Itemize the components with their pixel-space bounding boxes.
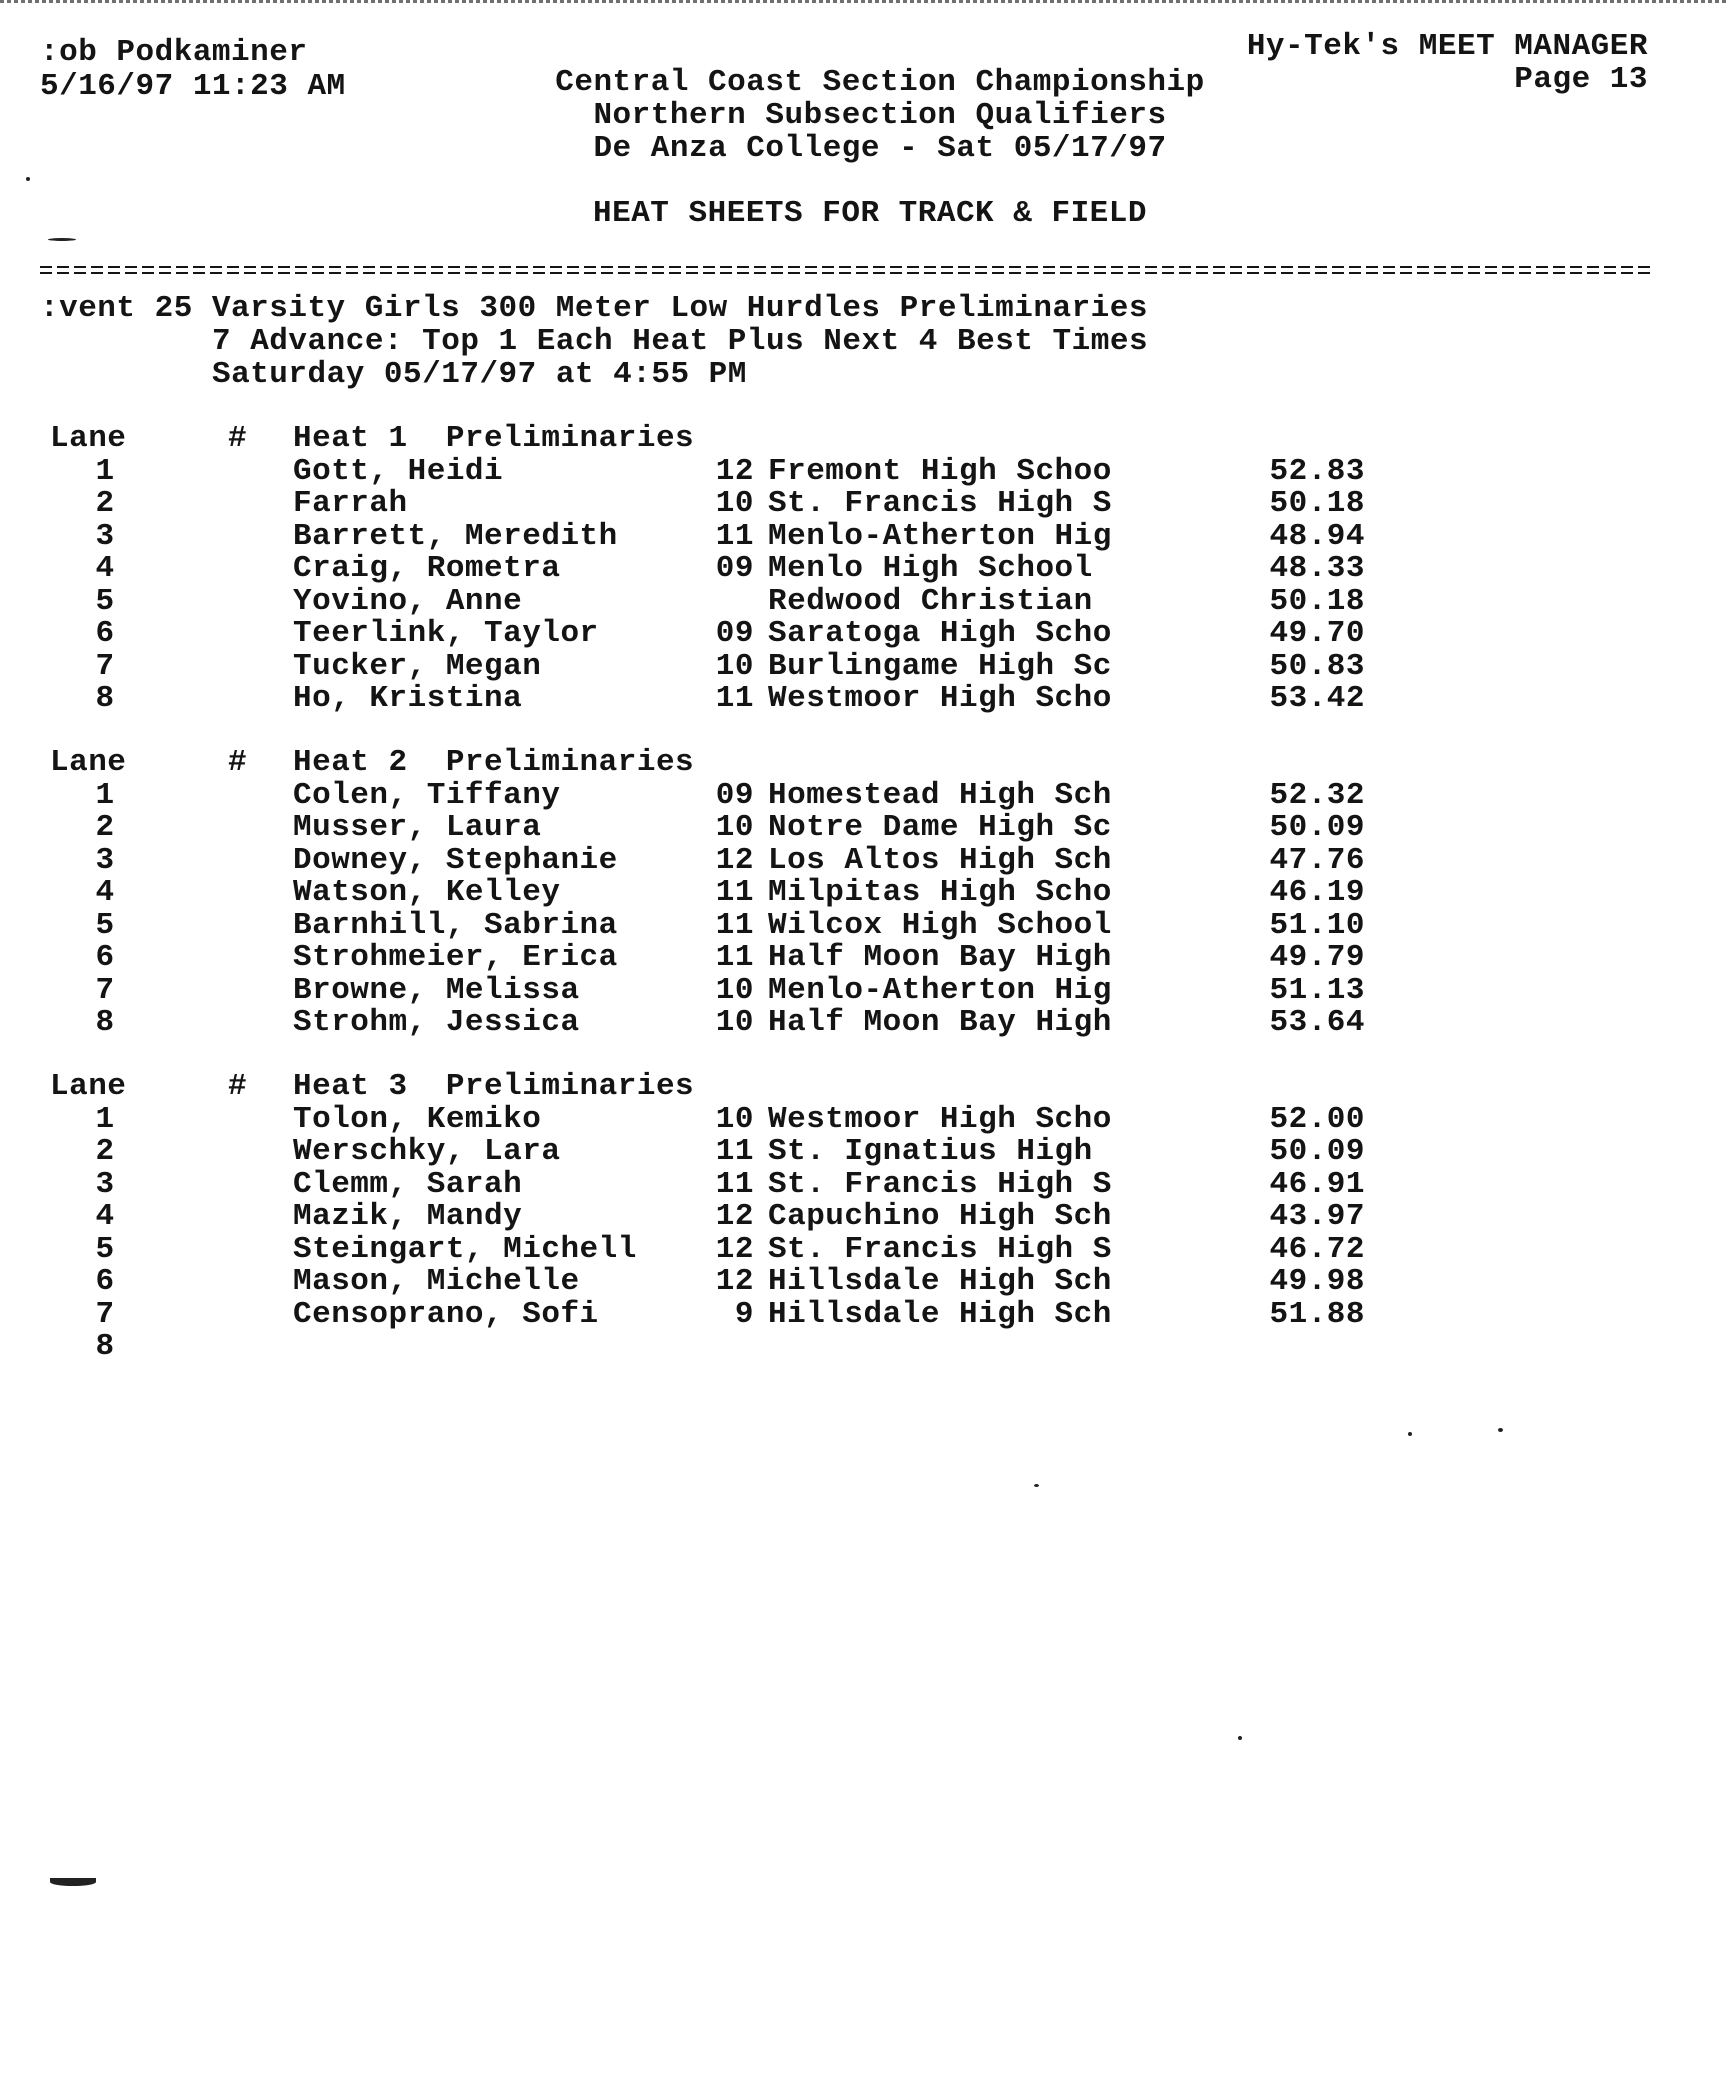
year: 09 [715, 616, 754, 651]
lane: 5 [95, 583, 115, 619]
school: Homestead High Sch [768, 777, 1112, 813]
seed-time: 43.97 [1269, 1199, 1365, 1234]
table-row [0, 842, 1728, 878]
lane: 8 [95, 1329, 115, 1364]
table-row [0, 618, 1728, 651]
school: St. Francis High S [768, 1166, 1112, 1202]
table-row [0, 1166, 1728, 1202]
school: Los Altos High Sch [768, 842, 1112, 878]
seed-time: 48.94 [1269, 518, 1365, 554]
lane: 8 [95, 1005, 115, 1040]
school: Menlo High School [768, 551, 1093, 586]
lane: 6 [95, 1264, 115, 1299]
heat-1 [0, 423, 1728, 716]
heat-2 [0, 747, 1728, 1040]
athlete-name: Teerlink, Taylor [293, 616, 599, 651]
event-title: :vent 25 Varsity Girls 300 Meter Low Hurdles Preliminaries [40, 291, 1148, 326]
year: 11 [715, 940, 754, 975]
year: 11 [715, 1134, 754, 1169]
school: St. Francis High S [768, 486, 1112, 521]
year: 10 [715, 1101, 754, 1137]
lane: 2 [95, 810, 115, 845]
school: Westmoor High Scho [768, 1101, 1112, 1137]
lane: 3 [95, 518, 115, 554]
seed-time: 49.70 [1269, 616, 1365, 651]
seed-time: 50.09 [1269, 810, 1365, 845]
table-row [0, 518, 1728, 554]
lane-column-header: Lane [50, 421, 127, 456]
athlete-name: Mason, Michelle [293, 1264, 580, 1299]
number-column-header: # [228, 1069, 248, 1104]
athlete-name: Clemm, Sarah [293, 1166, 523, 1202]
year: 11 [715, 1166, 754, 1202]
athlete-name: Strohmeier, Erica [293, 940, 618, 975]
top-scan-rule [0, 0, 1728, 3]
year: 11 [715, 875, 754, 910]
athlete-name: Werschky, Lara [293, 1134, 561, 1169]
seed-time: 50.09 [1269, 1134, 1365, 1169]
lane: 2 [95, 486, 115, 521]
table-row [0, 1101, 1728, 1137]
page-number: Page 13 [1514, 62, 1648, 97]
athlete-name: Barrett, Meredith [293, 518, 618, 554]
athlete-name: Ho, Kristina [293, 681, 523, 716]
table-row [0, 877, 1728, 910]
athlete-name: Tucker, Megan [293, 648, 542, 684]
scan-speck [1034, 1484, 1039, 1487]
lane: 7 [95, 648, 115, 684]
print-timestamp: 5/16/97 11:23 AM [40, 69, 346, 104]
athlete-name: Craig, Rometra [293, 551, 561, 586]
table-row [0, 553, 1728, 586]
table-row [0, 1007, 1728, 1040]
seed-time: 53.64 [1269, 1005, 1365, 1040]
school: Menlo-Atherton Hig [768, 972, 1112, 1008]
table-row [0, 1331, 1728, 1364]
meet-subtitle: Northern Subsection Qualifiers [593, 98, 1167, 133]
seed-time: 49.79 [1269, 940, 1365, 975]
lane: 4 [95, 1199, 115, 1234]
lane: 4 [95, 551, 115, 586]
lane: 2 [95, 1134, 115, 1169]
table-row [0, 812, 1728, 845]
lane: 6 [95, 940, 115, 975]
lane: 7 [95, 972, 115, 1008]
athlete-name: Barnhill, Sabrina [293, 907, 618, 943]
athlete-name: Musser, Laura [293, 810, 542, 845]
school: Half Moon Bay High [768, 1005, 1112, 1040]
seed-time: 51.88 [1269, 1296, 1365, 1332]
scan-speck [50, 1878, 96, 1886]
school: Hillsdale High Sch [768, 1264, 1112, 1299]
school: Menlo-Atherton Hig [768, 518, 1112, 554]
athlete-name: Watson, Kelley [293, 875, 561, 910]
athlete-name: Tolon, Kemiko [293, 1101, 542, 1137]
lane: 1 [95, 453, 115, 489]
lane-column-header: Lane [50, 1069, 127, 1104]
athlete-name: Strohm, Jessica [293, 1005, 580, 1040]
table-row [0, 1266, 1728, 1299]
seed-time: 50.18 [1269, 486, 1365, 521]
event-advance-rule: 7 Advance: Top 1 Each Heat Plus Next 4 Best Times [212, 324, 1149, 359]
year: 12 [715, 453, 754, 489]
author-name: :ob Podkaminer [40, 35, 308, 70]
year: 10 [715, 810, 754, 845]
table-row [0, 648, 1728, 684]
seed-time: 47.76 [1269, 842, 1365, 878]
school: Wilcox High School [768, 907, 1112, 943]
seed-time: 51.13 [1269, 972, 1365, 1008]
year: 09 [715, 551, 754, 586]
athlete-name: Colen, Tiffany [293, 777, 561, 813]
athlete-name: Censoprano, Sofi [293, 1296, 599, 1332]
year: 10 [715, 648, 754, 684]
table-row [0, 488, 1728, 521]
seed-time: 50.83 [1269, 648, 1365, 684]
table-row [0, 1231, 1728, 1267]
school: Notre Dame High Sc [768, 810, 1112, 845]
sheet-title: HEAT SHEETS FOR TRACK & FIELD [593, 196, 1147, 231]
table-row [0, 907, 1728, 943]
seed-time: 52.83 [1269, 453, 1365, 489]
school: Fremont High Schoo [768, 453, 1112, 489]
seed-time: 50.18 [1269, 583, 1365, 619]
seed-time: 49.98 [1269, 1264, 1365, 1299]
heat-3 [0, 1071, 1728, 1364]
table-row [0, 683, 1728, 716]
athlete-name: Farrah [293, 486, 408, 521]
meet-title: Central Coast Section Championship [555, 65, 1205, 100]
school: Capuchino High Sch [768, 1199, 1112, 1234]
year: 12 [715, 1231, 754, 1267]
scan-speck [1408, 1432, 1412, 1436]
number-column-header: # [228, 421, 248, 456]
lane: 3 [95, 1166, 115, 1202]
number-column-header: # [228, 745, 248, 780]
athlete-name: Browne, Melissa [293, 972, 580, 1008]
athlete-name: Steingart, Michell [293, 1231, 637, 1267]
heat-header [0, 747, 1728, 780]
seed-time: 46.72 [1269, 1231, 1365, 1267]
school: St. Ignatius High [768, 1134, 1093, 1169]
lane: 5 [95, 1231, 115, 1267]
year: 12 [715, 842, 754, 878]
seed-time: 53.42 [1269, 681, 1365, 716]
athlete-name: Mazik, Mandy [293, 1199, 523, 1234]
lane: 1 [95, 777, 115, 813]
scan-speck [26, 177, 30, 181]
table-row [0, 1201, 1728, 1234]
seed-time: 52.00 [1269, 1101, 1365, 1137]
athlete-name: Gott, Heidi [293, 453, 504, 489]
lane: 6 [95, 616, 115, 651]
lane: 5 [95, 907, 115, 943]
heat-header [0, 423, 1728, 456]
school: Hillsdale High Sch [768, 1296, 1112, 1332]
scan-speck [1238, 1736, 1242, 1740]
year: 10 [715, 1005, 754, 1040]
year: 11 [715, 681, 754, 716]
school: St. Francis High S [768, 1231, 1112, 1267]
year: 9 [734, 1296, 754, 1332]
year: 12 [715, 1199, 754, 1234]
school: Burlingame High Sc [768, 648, 1112, 684]
table-row [0, 1136, 1728, 1169]
athlete-name: Downey, Stephanie [293, 842, 618, 878]
year: 11 [715, 518, 754, 554]
table-row [0, 972, 1728, 1008]
double-rule-divider [40, 266, 1652, 276]
athlete-name: Yovino, Anne [293, 583, 523, 619]
table-row [0, 1296, 1728, 1332]
event-schedule: Saturday 05/17/97 at 4:55 PM [212, 357, 747, 392]
seed-time: 48.33 [1269, 551, 1365, 586]
year: 11 [715, 907, 754, 943]
seed-time: 46.19 [1269, 875, 1365, 910]
school: Westmoor High Scho [768, 681, 1112, 716]
table-row [0, 777, 1728, 813]
year: 09 [715, 777, 754, 813]
seed-time: 52.32 [1269, 777, 1365, 813]
lane-column-header: Lane [50, 745, 127, 780]
lane: 7 [95, 1296, 115, 1332]
venue-date: De Anza College - Sat 05/17/97 [593, 131, 1167, 166]
school: Redwood Christian [768, 583, 1093, 619]
lane: 4 [95, 875, 115, 910]
school: Saratoga High Scho [768, 616, 1112, 651]
school: Half Moon Bay High [768, 940, 1112, 975]
heat-label: Heat 1 Preliminaries [293, 421, 695, 456]
table-row [0, 583, 1728, 619]
year: 12 [715, 1264, 754, 1299]
seed-time: 51.10 [1269, 907, 1365, 943]
year: 10 [715, 486, 754, 521]
software-name: Hy-Tek's MEET MANAGER [1246, 29, 1648, 64]
table-row [0, 453, 1728, 489]
heat-label: Heat 3 Preliminaries [293, 1069, 695, 1104]
year: 10 [715, 972, 754, 1008]
table-row [0, 942, 1728, 975]
lane: 1 [95, 1101, 115, 1137]
scan-speck [1498, 1428, 1503, 1432]
seed-time: 46.91 [1269, 1166, 1365, 1202]
lane: 3 [95, 842, 115, 878]
scan-speck [48, 238, 76, 241]
school: Milpitas High Scho [768, 875, 1112, 910]
lane: 8 [95, 681, 115, 716]
heat-label: Heat 2 Preliminaries [293, 745, 695, 780]
heat-header [0, 1071, 1728, 1104]
